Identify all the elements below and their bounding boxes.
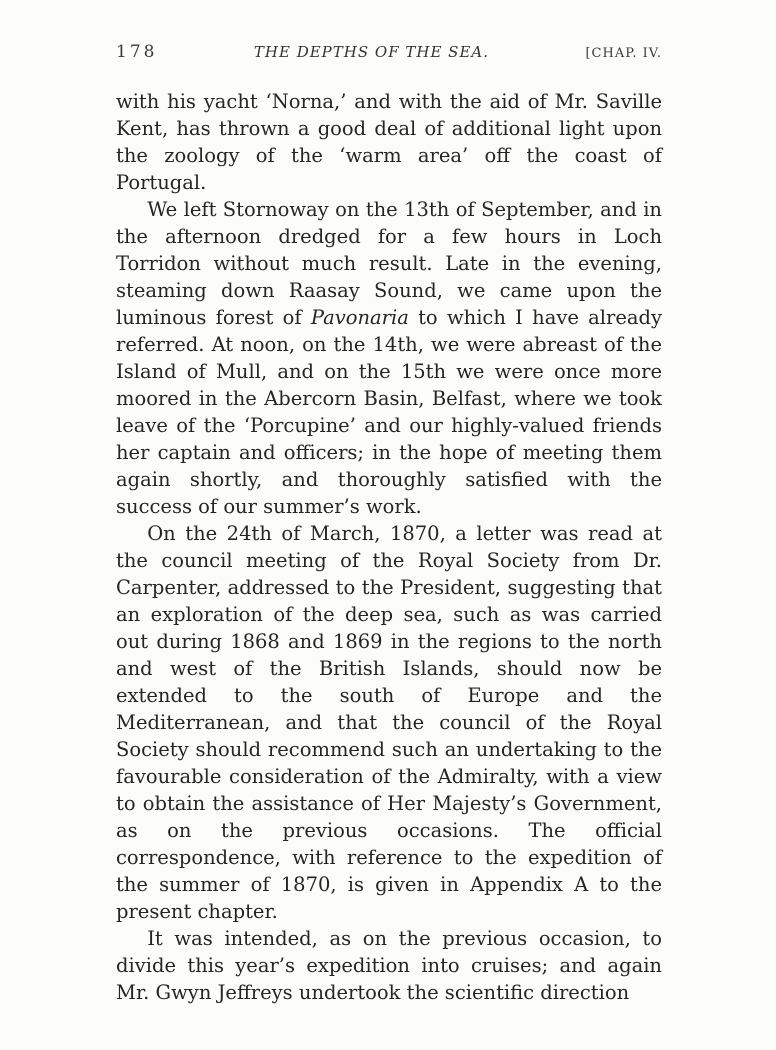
- paragraph-text: We left Stornoway on the 13th of September, and in the afternoon dredged for a few hours in Loch Torridon without much result. Late in the evening, steaming down Raasay Sound, we came upon the luminous forest of: [116, 198, 662, 329]
- paragraph-text: It was intended, as on the previous occasion, to divide this year’s expedition into cruises; and again Mr. Gwyn Jeffreys undertook the scientific direction: [116, 927, 662, 1004]
- species-name: Pavonaria: [310, 306, 409, 329]
- page-body: [116, 88, 662, 1006]
- page-content-area: [116, 42, 662, 1006]
- paragraph: [116, 196, 662, 520]
- chapter-label: [CHAP. IV.: [585, 46, 662, 61]
- paragraph-text: to which I have already referred. At noon, on the 14th, we were abreast of the Island of Mull, and on the 15th we were once more moored in the Abercorn Basin, Belfast, where we took leave of the ‘Porcupine’ and our highly-valued friends her captain and officers; in the hope of meeting them again shortly, and thoroughly satisfied with the success of our summer’s work.: [116, 306, 663, 518]
- page-header: [116, 42, 662, 62]
- running-title: THE DEPTHS OF THE SEA.: [253, 43, 490, 61]
- paragraph-text: On the 24th of March, 1870, a letter was read at the council meeting of the Royal Society from Dr. Carpenter, addressed to the President, suggesting that an exploration of the deep sea, such as was carried out during 1868 and 1869 in the regions to the north and west of the British Islands, should now be extended to the south of Europe and the Mediterranean, and that the council of the Royal Society should recommend such an undertaking to the favourable consideration of the Admiralty, with a view to obtain the assistance of Her Majesty’s Government, as on the previous occasions. The official correspondence, with reference to the expedition of the summer of 1870, is given in Appendix A to the present chapter.: [116, 522, 662, 923]
- paragraph: [116, 88, 662, 196]
- paragraph-text: with his yacht ‘Norna,’ and with the aid of Mr. Saville Kent, has thrown a good deal of additional light upon the zoology of the ‘warm area’ off the coast of Portugal.: [116, 90, 662, 194]
- page-number: 178: [116, 42, 158, 62]
- paragraph: [116, 925, 662, 1006]
- paragraph: [116, 520, 662, 925]
